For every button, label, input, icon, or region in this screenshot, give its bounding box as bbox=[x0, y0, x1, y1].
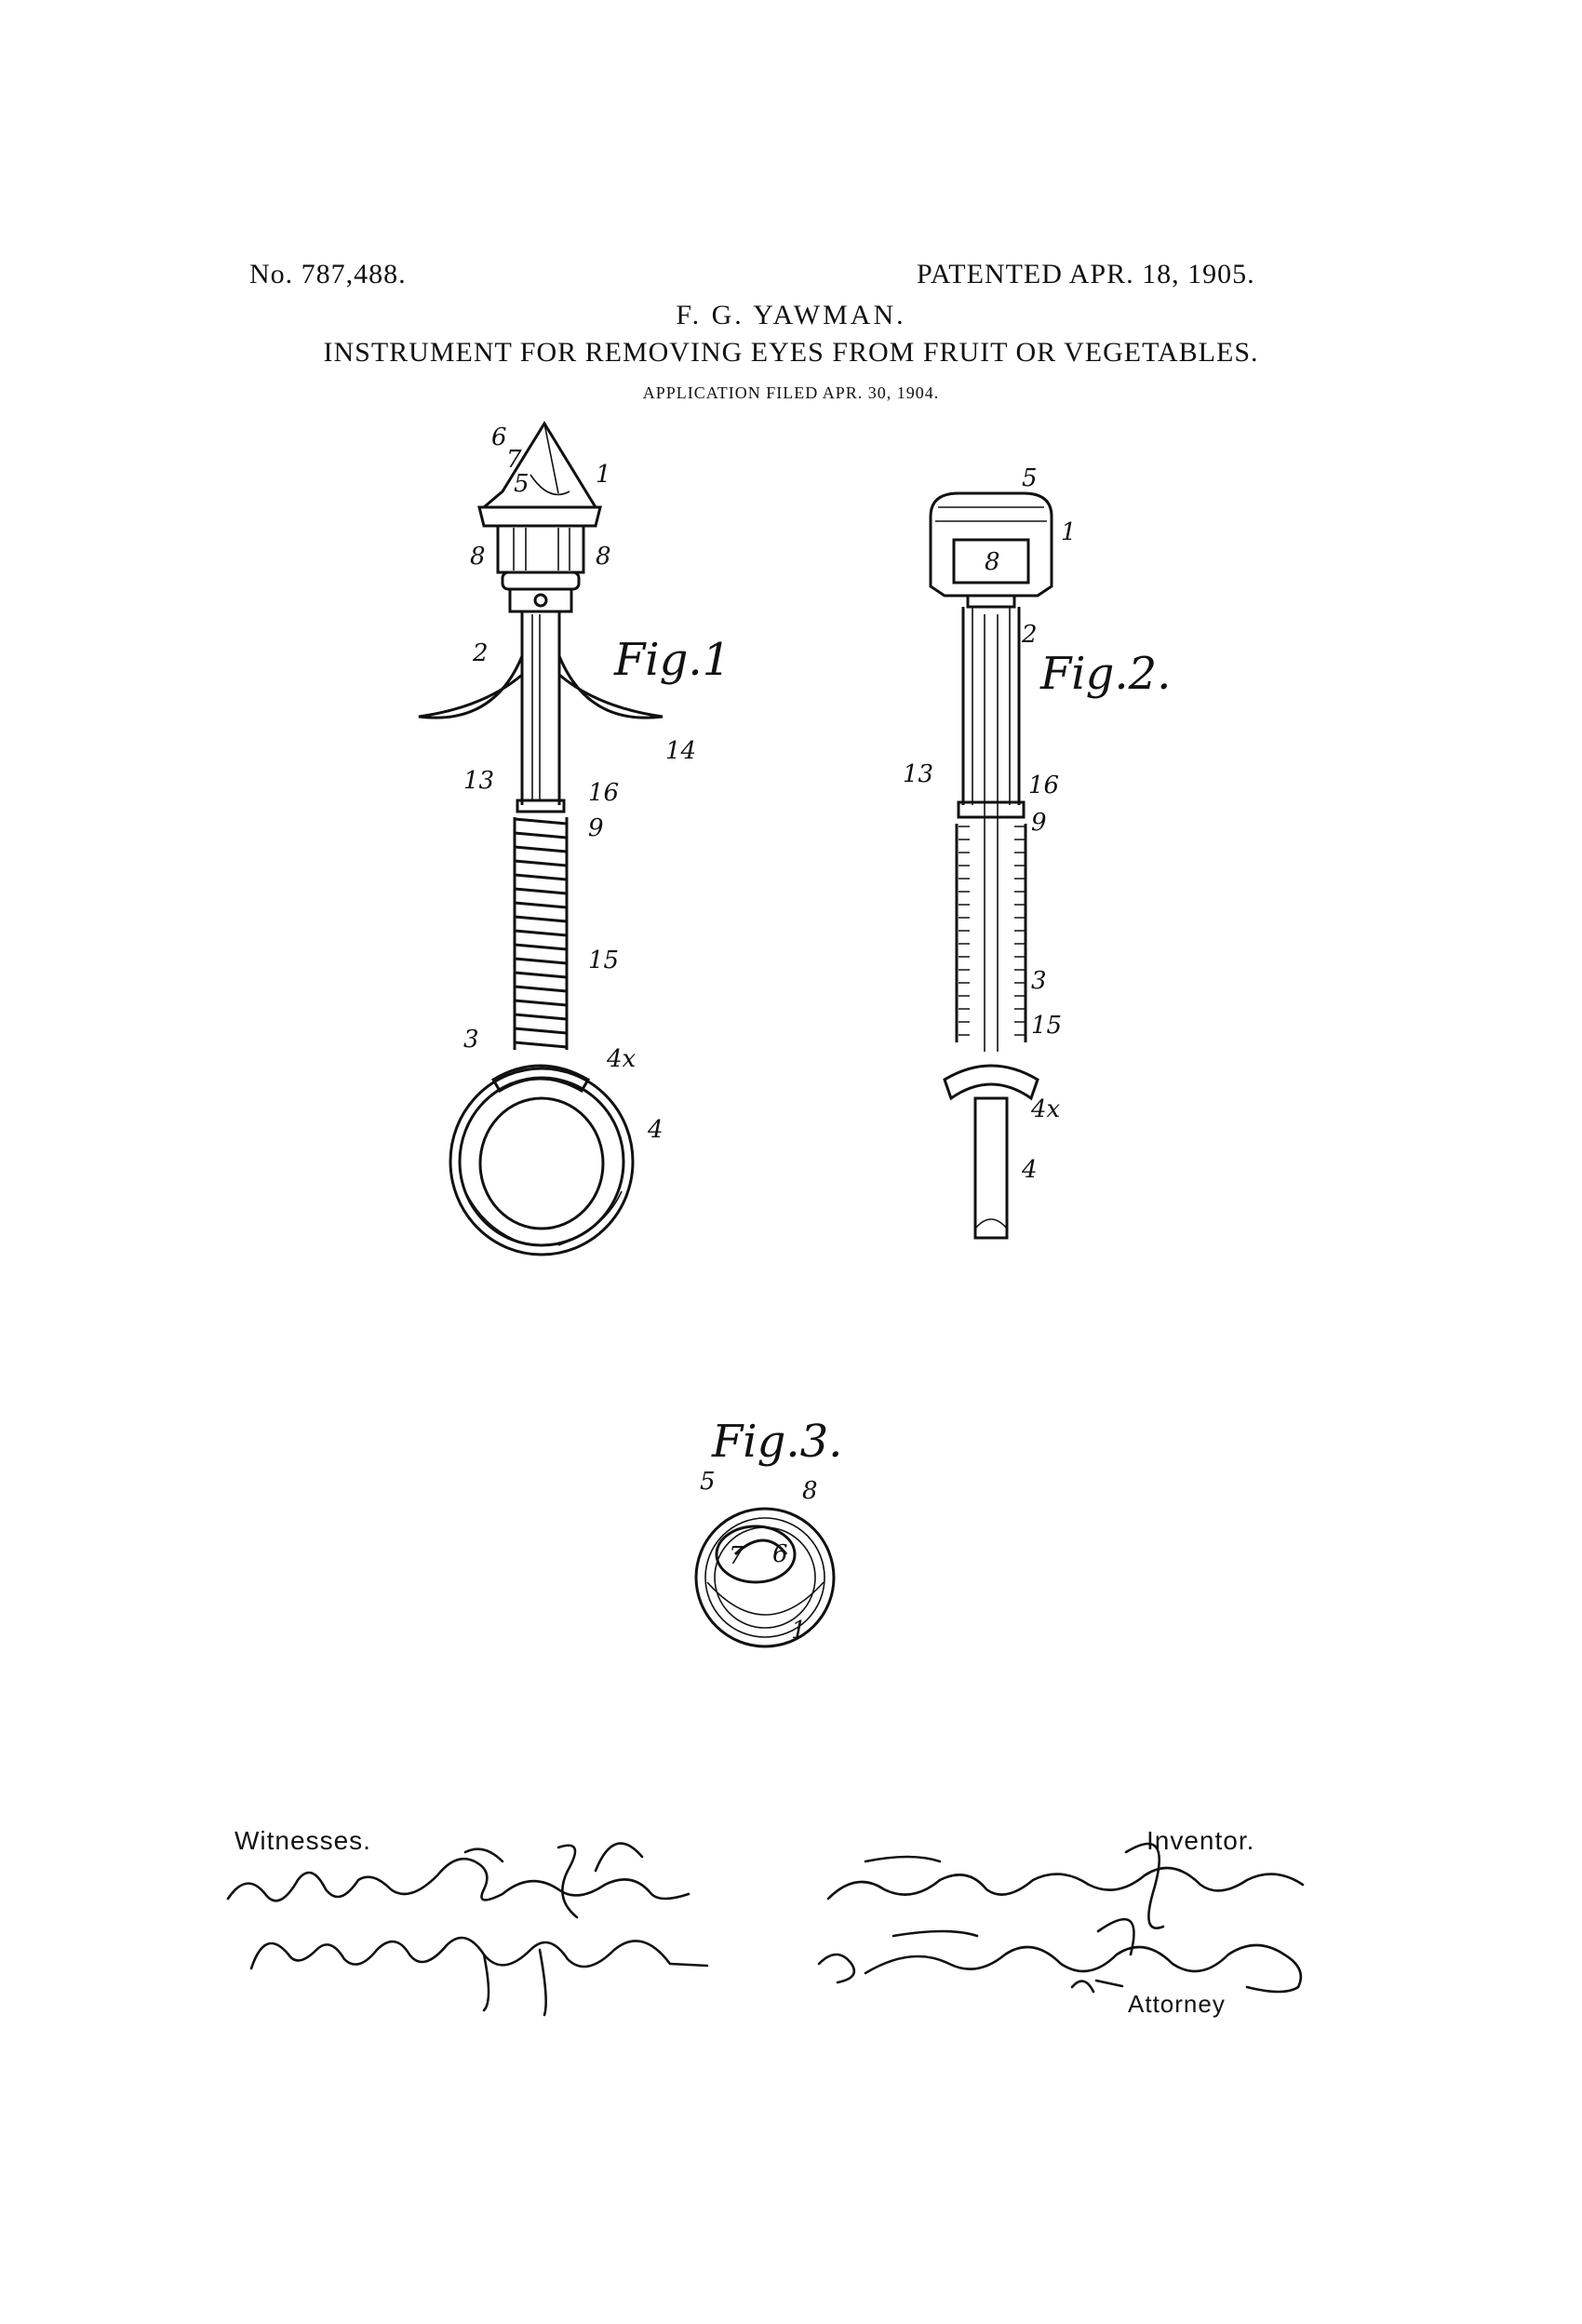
fig2-ref-numeral: 9 bbox=[1031, 809, 1047, 837]
witness-signature-griffith bbox=[251, 1938, 707, 2015]
fig1-ref-numeral: 13 bbox=[463, 767, 495, 795]
fig1-ref-numeral: 1 bbox=[596, 461, 611, 489]
application-filed-line: APPLICATION FILED APR. 30, 1904. bbox=[642, 383, 940, 402]
fig2-ref-numeral: 4x bbox=[1031, 1095, 1061, 1123]
figure-2-label: Fig.2. bbox=[1040, 648, 1172, 700]
fig1-ref-numeral: 4 bbox=[648, 1116, 664, 1144]
figure-2-spring bbox=[957, 824, 1026, 1042]
fig2-ref-numeral: 1 bbox=[1061, 518, 1077, 546]
fig1-ref-numeral: 9 bbox=[588, 814, 604, 842]
fig3-ref-numeral: 8 bbox=[802, 1477, 818, 1505]
inventor-signature-yawman bbox=[828, 1844, 1303, 1928]
fig2-ref-numeral: 8 bbox=[985, 548, 1000, 576]
fig1-ref-numeral: 8 bbox=[470, 543, 486, 571]
his-attorney-mark bbox=[1072, 1981, 1122, 1992]
invention-title: INSTRUMENT FOR REMOVING EYES FROM FRUIT OR VEGETABLES. bbox=[323, 337, 1259, 368]
inventor-label: Inventor. bbox=[1146, 1826, 1255, 1855]
fig1-ref-numeral: 15 bbox=[588, 947, 620, 974]
figure-1-drawing bbox=[419, 423, 663, 1255]
fig2-ref-numeral: 4 bbox=[1022, 1156, 1038, 1184]
fig1-ref-numeral: 16 bbox=[588, 779, 620, 807]
fig1-ref-numeral: 8 bbox=[596, 543, 611, 571]
attorney-signature-church bbox=[819, 1919, 1301, 1992]
fig1-ref-numeral: 6 bbox=[491, 423, 507, 451]
figure-2-drawing bbox=[931, 493, 1052, 1238]
figure-1-spring bbox=[515, 817, 567, 1050]
fig1-ref-numeral: 7 bbox=[506, 446, 522, 474]
fig3-ref-numeral: 6 bbox=[772, 1540, 788, 1568]
fig2-ref-numeral: 3 bbox=[1031, 967, 1047, 995]
fig3-ref-numeral: 5 bbox=[700, 1468, 716, 1496]
fig1-ref-numeral: 4x bbox=[607, 1045, 637, 1073]
fig1-ref-numeral: 14 bbox=[665, 737, 697, 765]
fig1-ref-numeral: 5 bbox=[514, 470, 530, 498]
figure-3-drawing bbox=[696, 1509, 834, 1646]
inventor-name: F. G. YAWMAN. bbox=[676, 300, 906, 330]
fig2-ref-numeral: 16 bbox=[1028, 772, 1060, 799]
fig1-ref-numeral: 3 bbox=[463, 1026, 479, 1054]
patent-number: No. 787,488. bbox=[249, 259, 407, 289]
fig2-ref-numeral: 2 bbox=[1022, 621, 1038, 649]
fig1-ref-numeral: 2 bbox=[473, 639, 489, 667]
fig2-ref-numeral: 5 bbox=[1022, 464, 1038, 492]
witnesses-label: Witnesses. bbox=[235, 1826, 371, 1855]
attorney-label: Attorney bbox=[1128, 1990, 1226, 2018]
figure-1-label: Fig.1 bbox=[614, 634, 731, 686]
fig2-ref-numeral: 13 bbox=[903, 760, 934, 788]
patent-date: PATENTED APR. 18, 1905. bbox=[917, 259, 1255, 289]
figure-3-label: Fig.3. bbox=[712, 1416, 843, 1468]
fig2-ref-numeral: 15 bbox=[1031, 1012, 1063, 1040]
fig3-ref-numeral: 1 bbox=[791, 1617, 807, 1645]
fig3-ref-numeral: 7 bbox=[729, 1542, 744, 1570]
